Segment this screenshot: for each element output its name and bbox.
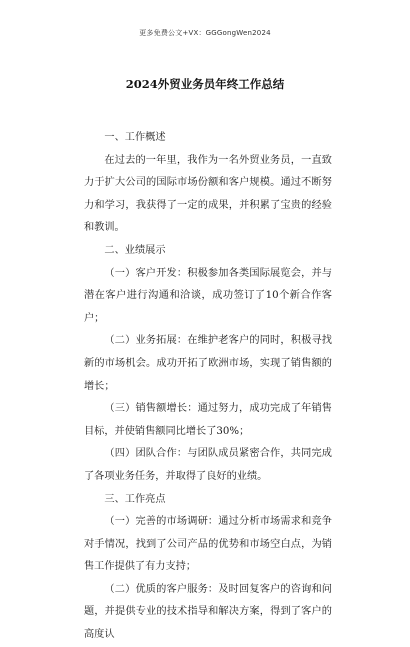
document-body — [84, 127, 332, 647]
section-heading-highlights: 三、工作亮点 — [104, 493, 166, 505]
paragraph-client-development: （一）客户开发：积极参加各类国际展览会，并与潜在客户进行沟通和洽谈，成功签订了10个新合作客户； — [84, 267, 332, 324]
promo-header-note: 更多免费公文+VX：GGGongWen2024 — [139, 29, 271, 37]
section-heading-overview: 一、工作概述 — [104, 132, 166, 143]
document-title: 2024外贸业务员年终工作总结 — [125, 77, 285, 91]
paragraph-overview: 在过去的一年里，我作为一名外贸业务员，一直致力于扩大公司的国际市场份额和客户规模。通过不断努力和学习，我获得了一定的成果，并积累了宝贵的经验和教训。 — [84, 154, 332, 234]
section-heading-performance: 二、业绩展示 — [104, 244, 166, 256]
paragraph-market-research: （一）完善的市场调研：通过分析市场需求和竞争对手情况，找到了公司产品的优势和市场空白点，为销售工作提供了有力支持； — [84, 516, 332, 573]
paragraph-teamwork: （四）团队合作：与团队成员紧密合作，共同完成了各项业务任务，并取得了良好的业绩。 — [84, 448, 332, 482]
paragraph-customer-service: （二）优质的客户服务：及时回复客户的咨询和问题，并提供专业的技术指导和解决方案，得到了客户的高度认 — [84, 583, 332, 641]
paragraph-sales-growth: （三）销售额增长：通过努力，成功完成了年销售目标，并使销售额同比增长了30%； — [84, 403, 332, 437]
paragraph-business-expansion: （二）业务拓展：在维护老客户的同时，积极寻找新的市场机会。成功开拓了欧洲市场，实现了销售额的增长； — [84, 335, 332, 392]
